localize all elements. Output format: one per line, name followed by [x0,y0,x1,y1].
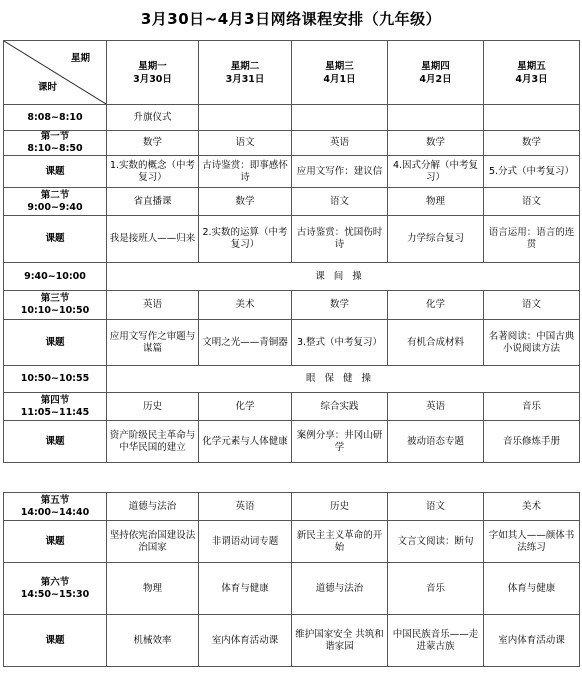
topic-row [4,320,580,366]
subject-cell: 体育与健康 [199,563,292,615]
topic-row [4,216,580,263]
break-cell: 眼保健操 [107,366,580,393]
topic-cell: 1.实数的概念（中考复习） [107,156,199,188]
subject-cell: 英语 [388,393,484,421]
topic-cell: 3.整式（中考复习） [292,320,388,366]
topic-cell: 音乐修炼手册 [484,421,580,463]
subject-cell: 物理 [107,563,199,615]
topic-cell: 古诗鉴赏：忧国伤时诗 [292,216,388,263]
ceremony-row [4,105,580,131]
period-label: 第四节 11:05~11:45 [4,393,107,421]
subject-cell: 数学 [388,131,484,156]
subject-cell: 物理 [388,188,484,216]
ceremony-cell: 升旗仪式 [107,105,199,131]
day-date: 4月2日 [419,73,452,85]
subject-cell: 语文 [292,188,388,216]
break-row [4,263,580,291]
subject-cell: 英语 [199,493,292,521]
break-row [4,366,580,393]
topic-label: 课题 [4,216,107,263]
topic-row [4,156,580,188]
topic-row [4,521,580,563]
subject-cell: 道德与法治 [107,493,199,521]
subject-cell: 英语 [107,291,199,320]
subject-cell: 语文 [484,188,580,216]
topic-cell: 中国民族音乐——走进蒙古族 [388,615,484,667]
day-date: 3月30日 [133,73,172,85]
topic-cell: 维护国家安全 共筑和谐家园 [292,615,388,667]
period-row [4,188,580,216]
topic-cell: 文明之光——青铜器 [199,320,292,366]
topic-cell: 机械效率 [107,615,199,667]
subject-cell: 数学 [199,188,292,216]
day-date: 4月3日 [515,73,548,85]
day-name: 星期四 [421,60,450,72]
subject-cell: 化学 [199,393,292,421]
topic-label: 课题 [4,615,107,667]
day-header [388,41,484,105]
subject-cell: 美术 [199,291,292,320]
topic-cell: 2.实数的运算（中考复习） [199,216,292,263]
period-row [4,393,580,421]
topic-cell: 4.因式分解（中考复习） [388,156,484,188]
time-cell: 10:50~10:55 [4,366,107,393]
day-header [107,41,199,105]
topic-cell: 名著阅读：中国古典小说阅读方法 [484,320,580,366]
topic-label: 课题 [4,421,107,463]
topic-row [4,421,580,463]
subject-cell: 语文 [484,291,580,320]
topic-cell: 5.分式（中考复习） [484,156,580,188]
period-label: 第二节 9:00~9:40 [4,188,107,216]
topic-cell: 室内体育活动课 [484,615,580,667]
topic-cell: 文言文阅读：断句 [388,521,484,563]
period-label: 第五节 14:00~14:40 [4,493,107,521]
topic-cell: 室内体育活动课 [199,615,292,667]
period-row [4,131,580,156]
subject-cell: 数学 [292,291,388,320]
subject-cell: 省直播课 [107,188,199,216]
topic-cell: 非谓语动词专题 [199,521,292,563]
subject-cell: 英语 [292,131,388,156]
topic-cell: 我是接班人——归来 [107,216,199,263]
topic-cell: 有机合成材料 [388,320,484,366]
schedule-table [3,40,580,667]
period-row [4,291,580,320]
page-title: 3月30日~4月3日网络课程安排（九年级） [140,10,442,28]
subject-cell: 化学 [388,291,484,320]
subject-cell: 历史 [292,493,388,521]
day-name: 星期五 [517,60,546,72]
day-date: 3月31日 [225,73,265,85]
topic-cell: 字如其人——颜体书法练习 [484,521,580,563]
subject-cell: 综合实践 [292,393,388,421]
day-name: 星期一 [138,60,167,72]
subject-cell: 语文 [199,131,292,156]
subject-cell: 美术 [484,493,580,521]
topic-cell: 应用文写作：建议信 [292,156,388,188]
day-name: 星期三 [325,60,354,72]
topic-cell: 资产阶级民主革命与中华民国的建立 [107,421,199,463]
day-date: 4月1日 [323,73,356,85]
topic-cell: 案例分享：井冈山研学 [292,421,388,463]
corner-period-label: 课时 [38,82,58,93]
break-cell: 课间操 [107,263,580,291]
day-header [292,41,388,105]
time-cell: 9:40~10:00 [4,263,107,291]
topic-cell: 力学综合复习 [388,216,484,263]
topic-cell: 化学元素与人体健康 [199,421,292,463]
topic-row [4,615,580,667]
subject-cell: 语文 [388,493,484,521]
subject-cell: 道德与法治 [292,563,388,615]
period-label: 第三节 10:10~10:50 [4,291,107,320]
subject-cell: 音乐 [388,563,484,615]
day-name: 星期二 [230,60,260,72]
topic-cell: 古诗鉴赏：即事感怀诗 [199,156,292,188]
subject-cell: 数学 [107,131,199,156]
period-label: 第一节 8:10~8:50 [4,131,107,156]
subject-cell: 数学 [484,131,580,156]
topic-cell: 坚持依宪治国建设法治国家 [107,521,199,563]
period-row [4,493,580,521]
period-row [4,563,580,615]
subject-cell: 体育与健康 [484,563,580,615]
topic-label: 课题 [4,156,107,188]
corner-cell [4,41,107,105]
period-label: 第六节 14:50~15:30 [4,563,107,615]
separator-row [4,463,580,493]
subject-cell: 历史 [107,393,199,421]
day-header [199,41,292,105]
day-header [484,41,580,105]
topic-cell: 被动语态专题 [388,421,484,463]
corner-week-label: 星期 [70,53,90,64]
diagonal-line [4,41,106,104]
subject-cell: 音乐 [484,393,580,421]
header-row [4,41,580,105]
topic-cell: 应用文写作之审题与谋篇 [107,320,199,366]
time-cell: 8:08~8:10 [4,105,107,131]
topic-cell: 新民主主义革命的开始 [292,521,388,563]
topic-label: 课题 [4,320,107,366]
topic-label: 课题 [4,521,107,563]
topic-cell: 语言运用：语言的连贯 [484,216,580,263]
